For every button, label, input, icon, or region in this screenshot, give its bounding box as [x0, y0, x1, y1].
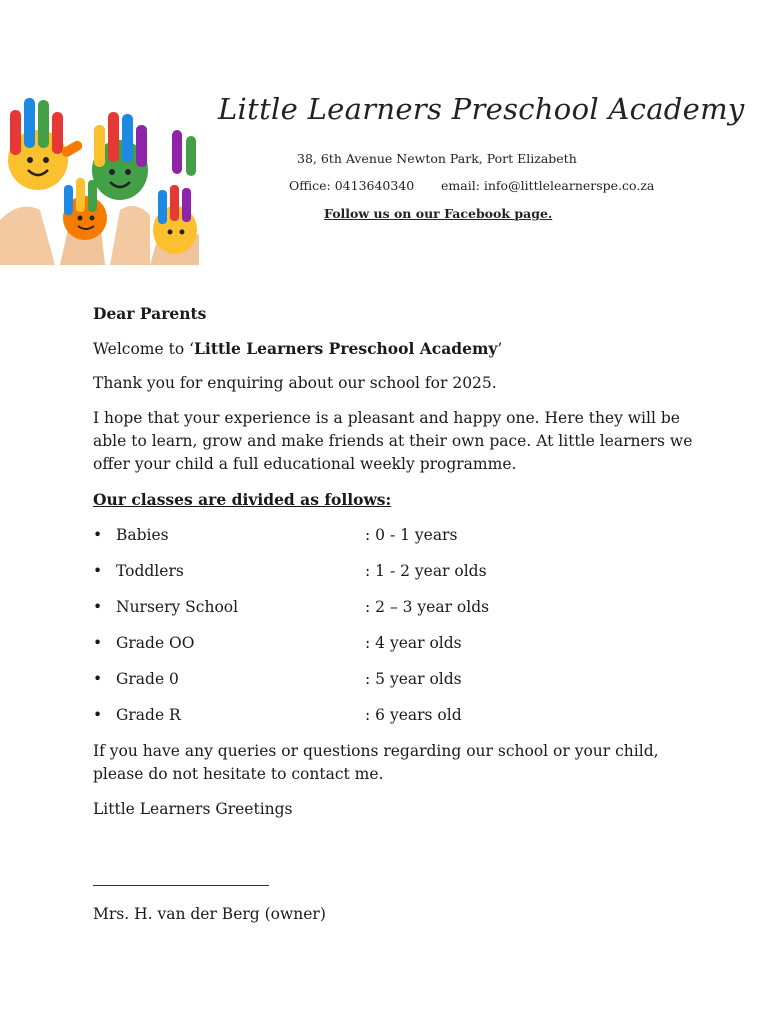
bullet-icon: • [93, 562, 103, 580]
bullet-icon: • [93, 670, 103, 688]
classes-title: Our classes are divided as follows: [93, 490, 392, 509]
office-phone: Office: 0413640340 [289, 178, 415, 193]
class-age: : 4 year olds [365, 634, 462, 652]
bullet-icon: • [93, 706, 103, 724]
school-address: 38, 6th Avenue Newton Park, Port Elizabeth [297, 151, 577, 166]
class-age: : 5 year olds [365, 670, 462, 688]
class-age: : 2 – 3 year olds [365, 598, 490, 616]
closing-greeting: Little Learners Greetings [93, 800, 293, 818]
thanks-line: Thank you for enquiring about our school for 2025. [93, 374, 497, 392]
list-item [93, 596, 693, 632]
class-name: Babies [116, 526, 169, 544]
bullet-icon: • [93, 526, 103, 544]
welcome-line [93, 337, 693, 361]
school-email[interactable]: email: info@littlelearnerspe.co.za [441, 178, 655, 193]
facebook-link[interactable]: Follow us on our Facebook page. [324, 206, 553, 221]
list-item [93, 632, 693, 668]
class-age: : 0 - 1 years [365, 526, 458, 544]
queries-paragraph: If you have any queries or questions regarding our school or your child, please do not hesitate to contact me. [93, 742, 659, 783]
welcome-suffix: ’ [497, 340, 503, 358]
signature-line [93, 885, 269, 886]
class-name: Toddlers [116, 562, 184, 580]
class-name: Grade 0 [116, 670, 179, 688]
painted-hands-icon [0, 90, 199, 265]
signature-name: Mrs. H. van der Berg (owner) [93, 905, 326, 923]
class-age: : 6 years old [365, 706, 462, 724]
class-name: Nursery School [116, 598, 239, 616]
salutation: Dear Parents [93, 304, 207, 323]
welcome-prefix: Welcome to ‘ [93, 340, 195, 358]
logo-image [0, 90, 199, 265]
list-item [93, 524, 693, 560]
list-item [93, 704, 693, 740]
class-name: Grade R [116, 706, 181, 724]
intro-paragraph: I hope that your experience is a pleasant and happy one. Here they will be able to learn, grow and make friends at their own pace. At little learners we offer your child a full educational weekly programme. [93, 409, 693, 473]
class-name: Grade OO [116, 634, 195, 652]
class-age: : 1 - 2 year olds [365, 562, 487, 580]
list-item [93, 668, 693, 704]
bullet-icon: • [93, 598, 103, 616]
class-list [93, 524, 693, 740]
list-item [93, 560, 693, 596]
school-name: Little Learners Preschool Academy [218, 92, 745, 126]
bullet-icon: • [93, 634, 103, 652]
welcome-school-name: Little Learners Preschool Academy [194, 339, 498, 358]
